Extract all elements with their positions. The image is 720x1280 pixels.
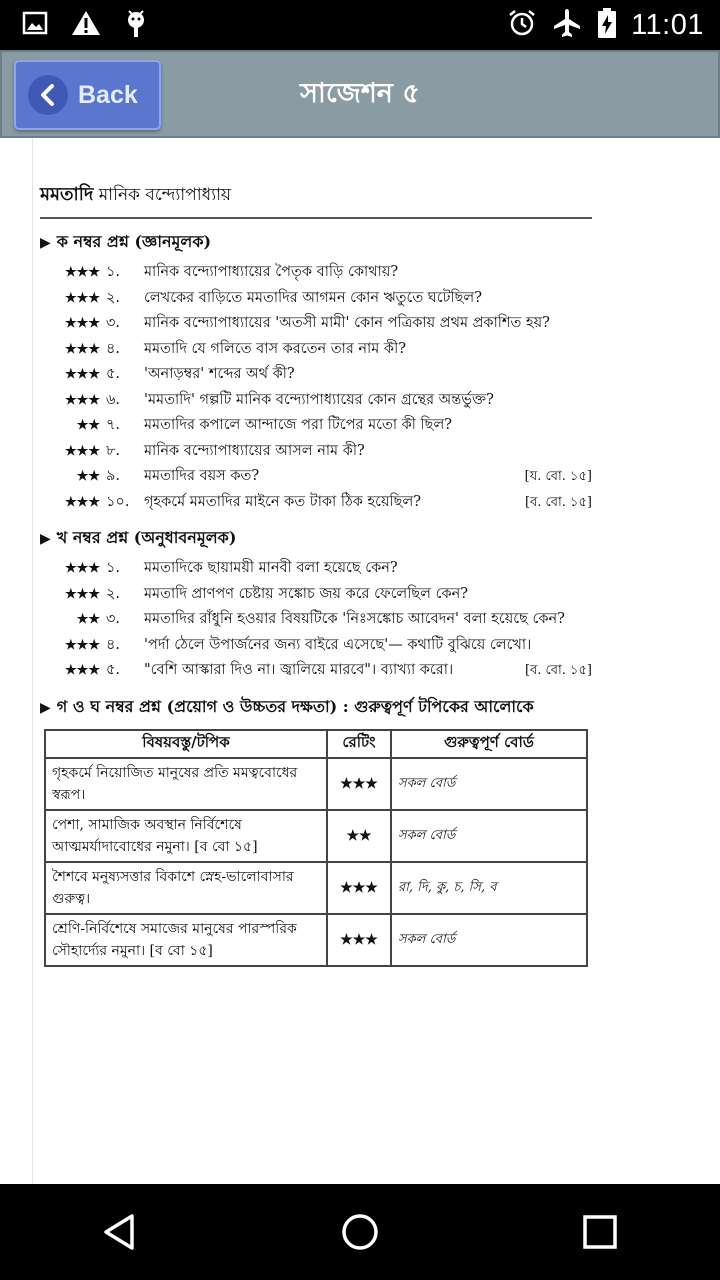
- col-header-board: গুরুত্বপূর্ণ বোর্ড: [391, 730, 587, 758]
- question-text: 'মমতাদি' গল্পটি মানিক বন্দ্যোপাধ্যায়ের কোন গ্রন্থের অন্তর্ভুক্ত?: [144, 391, 494, 408]
- question-number: ৫.: [106, 662, 121, 678]
- topic-cell: শৈশবে মনুষ্যসত্তার বিকাশে স্নেহ-ভালোবাসার গুরুত্ব।: [45, 862, 327, 914]
- question-text: মমতাদির কপালে আন্দাজে পরা টিপের মতো কী ছিল?: [144, 417, 453, 433]
- question-item: [40, 286, 592, 312]
- question-text: মানিক বন্দ্যোপাধ্যায়ের পৈতৃক বাড়ি কোথায়?: [144, 264, 399, 280]
- question-item: [40, 413, 592, 439]
- question-number: ৭.: [106, 417, 121, 433]
- topic-table: [44, 729, 588, 967]
- question-rating-stars: ★★★: [65, 637, 100, 653]
- question-rating-stars: ★★★: [65, 494, 100, 510]
- image-icon: [22, 11, 48, 39]
- question-number: ২.: [106, 289, 121, 306]
- question-number: ২.: [106, 585, 121, 602]
- question-rating-stars: ★★: [76, 418, 100, 433]
- question-number: ১০.: [106, 493, 130, 510]
- col-header-topic: বিষয়বস্তু/টপিক: [45, 730, 327, 758]
- topic-cell: পেশা, সামাজিক অবস্থান নির্বিশেষে আত্মমর্যাদাবোধের নমুনা। [ব বো ১৫]: [45, 810, 327, 862]
- board-reference: [586, 633, 592, 659]
- question-number: ৪.: [106, 340, 121, 357]
- question-item: [40, 362, 592, 388]
- triangle-bullet-icon: ▶: [40, 699, 51, 716]
- page-title: সাজেশন ৫: [300, 78, 420, 109]
- question-number: ৬.: [106, 391, 121, 408]
- alarm-icon: [507, 8, 537, 42]
- back-button[interactable]: [14, 60, 161, 130]
- back-button-label: Back: [78, 80, 138, 109]
- board-reference: [586, 260, 592, 286]
- rating-cell: ★★★: [327, 758, 391, 810]
- question-item: [40, 388, 592, 414]
- question-item: [40, 260, 592, 286]
- question-item: [40, 582, 592, 608]
- topic-cell: গৃহকর্মে নিয়োজিত মানুষের প্রতি মমত্ববোধের স্বরূপ।: [45, 758, 327, 810]
- question-rating-stars: ★★★: [65, 265, 100, 280]
- question-rating-stars: ★★: [76, 469, 100, 484]
- question-rating-stars: ★★★: [65, 290, 100, 306]
- board-reference: [586, 362, 592, 388]
- topic-table-header: [45, 730, 587, 758]
- chapter-heading: [40, 180, 592, 219]
- board-reference: [586, 413, 592, 439]
- question-text: 'পর্দা ঠেলে উপার্জনের জন্য বাইরে এসেছে'— কথাটি বুঝিয়ে লেখো।: [144, 636, 532, 653]
- board-reference: [য. বো. ১৫]: [524, 469, 592, 484]
- question-rating-stars: ★★★: [65, 316, 100, 331]
- section-heading-ka: ▶ ক নম্বর প্রশ্ন (জ্ঞানমূলক): [40, 232, 212, 251]
- board-reference: [586, 607, 592, 633]
- question-item: [40, 490, 592, 516]
- question-number: ৩.: [106, 611, 121, 627]
- question-number: ৫.: [106, 366, 121, 382]
- question-text: মমতাদিকে ছায়াময়ী মানবী বলা হয়েছে কেন?: [144, 560, 398, 576]
- board-cell: সকল বোর্ড: [391, 758, 587, 810]
- battery-charging-icon: [597, 7, 617, 43]
- question-number: ৩.: [106, 315, 121, 331]
- question-item: [40, 337, 592, 363]
- page-edge: [32, 138, 33, 1184]
- rating-cell: ★★★: [327, 862, 391, 914]
- board-reference: [ব. বো. ১৫]: [524, 494, 592, 510]
- question-item: [40, 464, 592, 490]
- question-item: [40, 311, 592, 337]
- android-debug-icon: [124, 8, 148, 42]
- board-reference: [586, 582, 592, 608]
- question-rating-stars: ★★★: [65, 443, 100, 459]
- board-reference: [586, 388, 592, 414]
- chapter-title: মমতাদি: [40, 184, 94, 205]
- board-reference: [ব. বো. ১৫]: [524, 663, 592, 678]
- app-header: [0, 50, 720, 138]
- question-text: মমতাদির রাঁধুনি হওয়ার বিষয়টিকে 'নিঃসঙ্কোচ আবেদন' বলা হয়েছে কেন?: [144, 611, 565, 627]
- question-number: ১.: [106, 560, 121, 576]
- question-text: "বেশি আস্কারা দিও না। জ্বালিয়ে মারবে"। ব্যাখ্যা করো।: [144, 662, 454, 678]
- recents-nav-icon[interactable]: [560, 1192, 640, 1272]
- question-item: [40, 658, 592, 684]
- question-text: মানিক বন্দ্যোপাধ্যায়ের 'অতসী মামী' কোন পত্রিকায় প্রথম প্রকাশিত হয়?: [144, 315, 550, 331]
- board-reference: [586, 439, 592, 465]
- question-rating-stars: ★★★: [65, 561, 100, 576]
- col-header-rating: রেটিং: [327, 730, 391, 758]
- content-area[interactable]: [0, 138, 720, 1184]
- question-number: ১.: [106, 264, 121, 280]
- question-rating-stars: ★★★: [65, 341, 100, 357]
- chapter-author: মানিক বন্দ্যোপাধ্যায়: [98, 185, 232, 205]
- table-row: [45, 862, 587, 914]
- table-row: [45, 758, 587, 810]
- question-rating-stars: ★★★: [65, 663, 100, 678]
- board-reference: [586, 337, 592, 363]
- section-heading-kha: ▶ খ নম্বর প্রশ্ন (অনুধাবনমূলক): [40, 528, 237, 547]
- question-item: [40, 556, 592, 582]
- question-text: মমতাদি যে গলিতে বাস করতেন তার নাম কী?: [144, 340, 406, 357]
- airplane-icon: [551, 7, 583, 43]
- triangle-bullet-icon: ▶: [40, 531, 51, 547]
- rating-cell: ★★: [327, 810, 391, 862]
- table-row: [45, 810, 587, 862]
- question-text: 'অনাড়ম্বর' শব্দের অর্থ কী?: [144, 366, 295, 382]
- question-rating-stars: ★★: [76, 612, 100, 627]
- question-list-ka: [40, 260, 592, 515]
- question-rating-stars: ★★★: [65, 392, 100, 408]
- board-cell: সকল বোর্ড: [391, 810, 587, 862]
- clock-time: 11:01: [631, 8, 704, 41]
- question-text: গৃহকর্মে মমতাদির মাইনে কত টাকা ঠিক হয়েছিল?: [144, 493, 422, 510]
- question-item: [40, 607, 592, 633]
- section-heading-ga: ▶ গ ও ঘ নম্বর প্রশ্ন (প্রয়োগ ও উচ্চতর দক্ষতা) : গুরুত্বপূর্ণ টপিকের আলোকে: [40, 696, 534, 716]
- question-number: ৪.: [106, 636, 121, 653]
- question-text: লেখকের বাড়িতে মমতাদির আগমন কোন ঋতুতে ঘটেছিল?: [144, 289, 483, 306]
- back-nav-icon[interactable]: [80, 1192, 160, 1272]
- board-cell: রা, দি, কু, চ, সি, ব: [391, 862, 587, 914]
- board-reference: [586, 286, 592, 312]
- warning-icon: [70, 9, 102, 41]
- question-number: ৯.: [106, 468, 121, 484]
- status-bar: [0, 0, 720, 50]
- question-text: মানিক বন্দ্যোপাধ্যায়ের আসল নাম কী?: [144, 442, 365, 459]
- question-rating-stars: ★★★: [65, 586, 100, 602]
- topic-cell: শ্রেণি-নির্বিশেষে সমাজের মানুষের পারস্পরিক সৌহার্দ্যের নমুনা। [ব বো ১৫]: [45, 914, 327, 966]
- board-reference: [586, 556, 592, 582]
- question-text: মমতাদির বয়স কত?: [144, 468, 260, 484]
- table-row: [45, 914, 587, 966]
- rating-cell: ★★★: [327, 914, 391, 966]
- chevron-left-icon: [28, 75, 68, 115]
- navigation-bar: [0, 1184, 720, 1280]
- question-item: [40, 633, 592, 659]
- question-item: [40, 439, 592, 465]
- book-page: [40, 180, 592, 967]
- question-rating-stars: ★★★: [65, 367, 100, 382]
- triangle-bullet-icon: ▶: [40, 235, 51, 251]
- question-list-kha: [40, 556, 592, 684]
- board-cell: সকল বোর্ড: [391, 914, 587, 966]
- question-text: মমতাদি প্রাণপণ চেষ্টায় সঙ্কোচ জয় করে ফেলেছিল কেন?: [144, 585, 469, 602]
- board-reference: [586, 311, 592, 337]
- question-number: ৮.: [106, 442, 121, 459]
- home-nav-icon[interactable]: [320, 1192, 400, 1272]
